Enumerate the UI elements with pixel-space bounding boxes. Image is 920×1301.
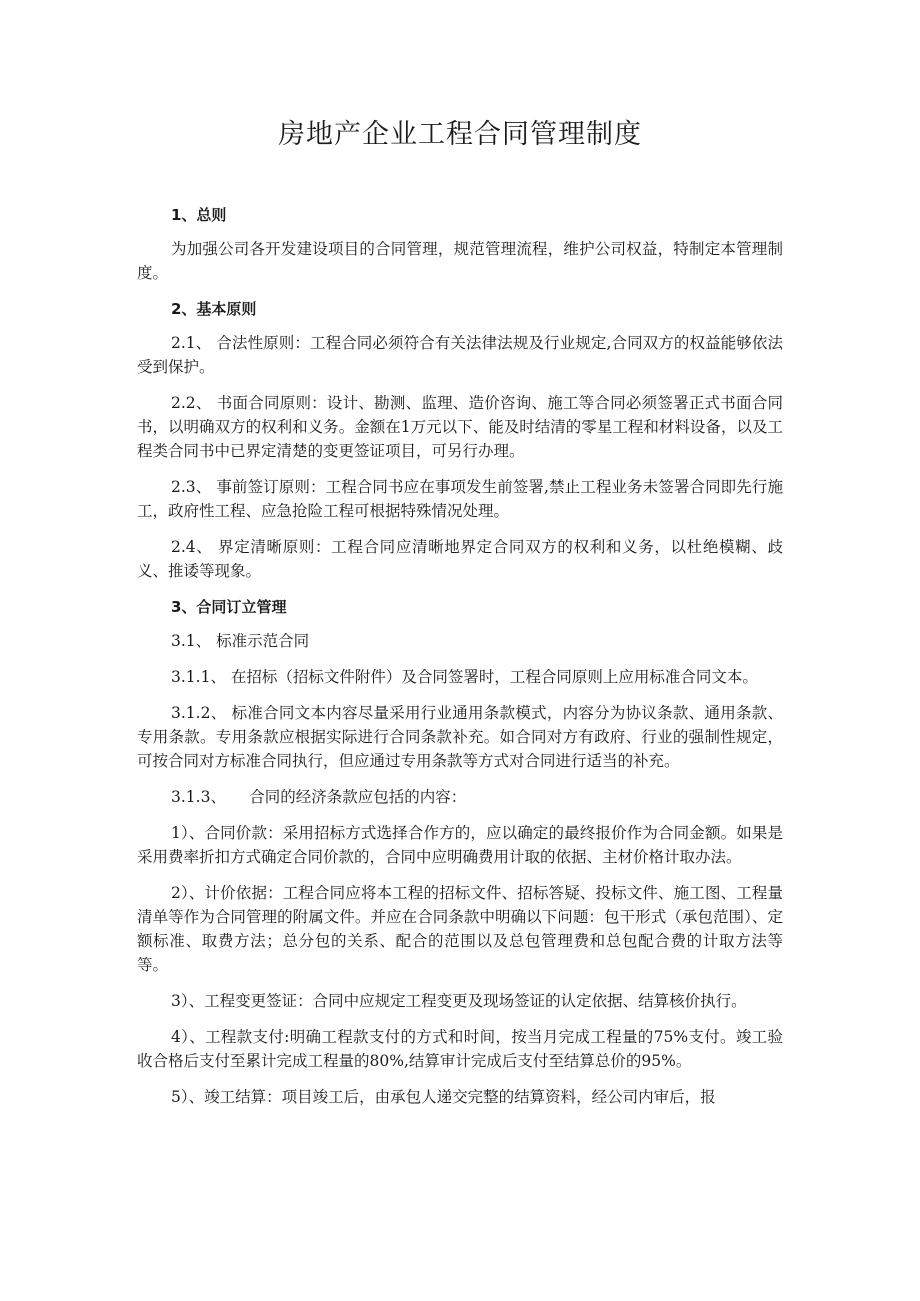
paragraph-payment-terms: 4）、工程款支付:明确工程款支付的方式和时间，按当月完成工程量的75%支付。竣工验收合格后支付至累计完成工程量的80%,结算审计完成后支付至结算总价的95%。 xyxy=(137,1028,783,1070)
paragraph-general-purpose: 为加强公司各开发建设项目的合同管理，规范管理流程，维护公司权益，特制定本管理制度。 xyxy=(137,240,783,282)
paragraph-3-1-3: 3.1.3、 合同的经济条款应包括的内容： xyxy=(171,788,467,806)
paragraph-pricing-basis: 2）、计价依据：工程合同应将本工程的招标文件、招标答疑、投标文件、施工图、工程量清单等作为合同管理的附属文件。并应在合同条款中明确以下问题：包干形式（承包范围）、定额标准、取费方法；总分包的关系、配合的范围以及总包管理费和总包配合费的计取方法等等。 xyxy=(137,884,783,974)
section-heading-contract-formation: 3、合同订立管理 xyxy=(171,598,287,616)
paragraph-contract-price: 1）、合同价款：采用招标方式选择合作方的，应以确定的最终报价作为合同金额。如果是采用费率折扣方式确定合同价款的，合同中应明确费用计取的依据、主材价格计取办法。 xyxy=(137,824,783,866)
section-heading-principles: 2、基本原则 xyxy=(171,300,257,318)
paragraph-legality-principle: 2.1、 合法性原则：工程合同必须符合有关法律法规及行业规定,合同双方的权益能够依法受到保护。 xyxy=(137,334,783,376)
paragraph-written-contract-principle: 2.2、 书面合同原则：设计、勘测、监理、造价咨询、施工等合同必须签署正式书面合同书，以明确双方的权利和义务。金额在1万元以下、能及时结清的零星工程和材料设备，以及工程类合同书中已界定清楚的变更签证项目，可另行办理。 xyxy=(137,394,783,460)
paragraph-final-settlement: 5）、竣工结算：项目竣工后，由承包人递交完整的结算资料，经公司内审后，报 xyxy=(171,1088,716,1106)
document-body xyxy=(137,203,783,1121)
paragraph-prior-signing-principle: 2.3、 事前签订原则：工程合同书应在事项发生前签署,禁止工程业务未签署合同即先行施工，政府性工程、应急抢险工程可根据特殊情况处理。 xyxy=(137,478,783,520)
paragraph-3-1-1: 3.1.1、 在招标（招标文件附件）及合同签署时，工程合同原则上应用标准合同文本。 xyxy=(171,668,758,686)
paragraph-standard-contract: 3.1、 标准示范合同 xyxy=(171,632,310,650)
paragraph-clear-definition-principle: 2.4、 界定清晰原则：工程合同应清晰地界定合同双方的权利和义务，以杜绝模糊、歧义、推诿等现象。 xyxy=(137,538,783,580)
paragraph-change-orders: 3）、工程变更签证：合同中应规定工程变更及现场签证的认定依据、结算核价执行。 xyxy=(171,992,747,1010)
paragraph-3-1-2: 3.1.2、 标准合同文本内容尽量采用行业通用条款模式，内容分为协议条款、通用条款、专用条款。专用条款应根据实际进行合同条款补充。如合同对方有政府、行业的强制性规定，可按合同对方标准合同执行，但应通过专用条款等方式对合同进行适当的补充。 xyxy=(137,704,783,770)
section-heading-general: 1、总则 xyxy=(171,206,227,224)
document-title: 房地产企业工程合同管理制度 xyxy=(278,119,642,150)
